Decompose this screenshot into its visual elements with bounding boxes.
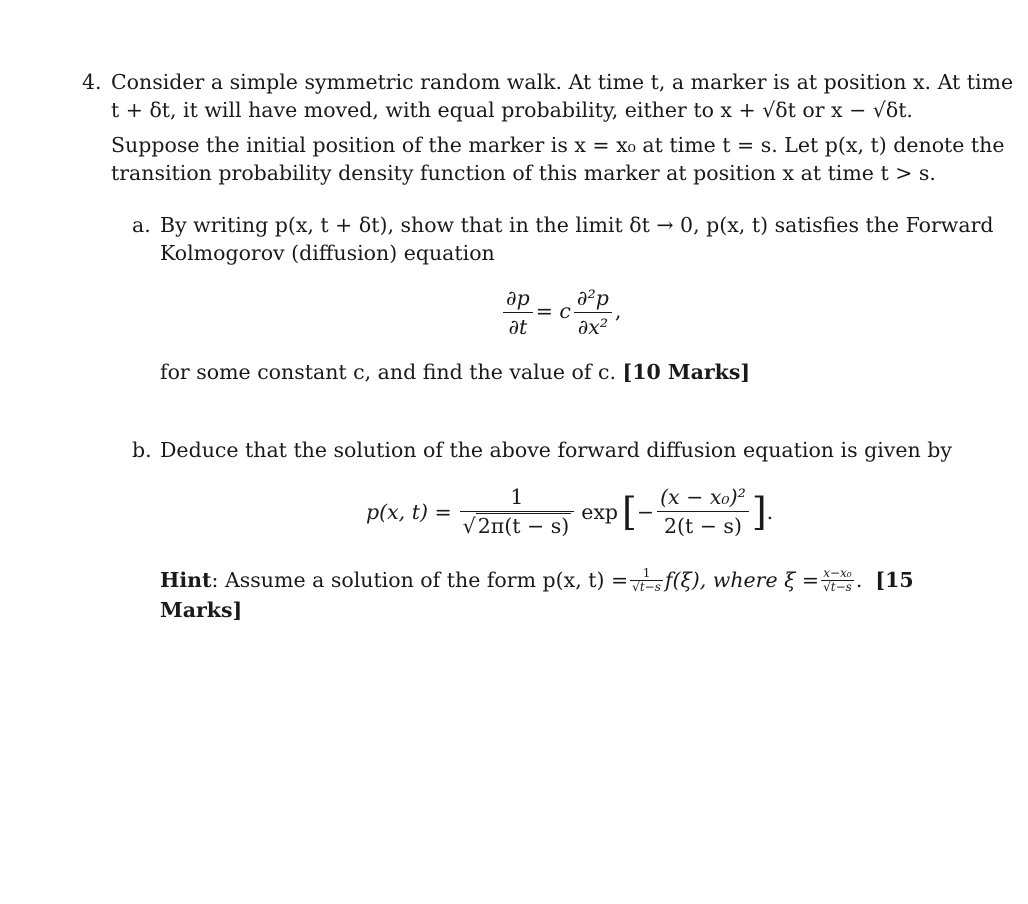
part-b-marks-open: [15 [875,568,914,592]
dp-dt-fraction [503,284,533,341]
solution-equation [366,483,773,540]
part-b-line-1: Deduce that the solution of the above forward diffusion equation is given by [160,438,952,462]
hint-text-1: : Assume a solution of the form p(x, t) = [211,568,629,592]
hint-line [160,566,914,594]
right-bracket: ] [751,489,767,534]
part-a-label: a. [132,213,151,237]
d2p-dx2-fraction [574,284,612,341]
para2-line-2: transition probability density function of this marker at position x at time t > s. [111,161,936,185]
dt-denominator: ∂t [508,315,528,339]
exponent-fraction [657,483,749,540]
d2p-numerator: ∂²p [574,284,612,313]
normalization-fraction [460,483,575,540]
part-a-line-1: By writing p(x, t + δt), show that in the limit δt → 0, p(x, t) satisfies the Forward [160,213,994,237]
minus-sign: − [636,499,655,524]
part-a-line-2: Kolmogorov (diffusion) equation [160,241,495,265]
exponent-numerator: (x − x₀)² [657,483,749,512]
part-b-marks-close-line [160,596,242,624]
part-b-marks-close: Marks] [160,598,243,622]
xi-fraction [821,567,854,594]
para2-line-1: Suppose the initial position of the marker is x = x₀ at time t = s. Let p(x, t) denote the [111,133,1005,157]
normalization-numerator: 1 [460,483,575,512]
hint-text-2: f(ξ), where ξ = [664,568,820,592]
question-number: 4. [82,70,102,94]
exponent-denominator: 2(t − s) [663,514,742,538]
intro-line-2: t + δt, it will have moved, with equal probability, either to x + √δt or x − √δt. [111,98,913,122]
part-a-after-text: for some constant c, and find the value of c. [160,360,616,384]
equals-c: = c [535,299,571,323]
xi-radicand: t−s [830,579,852,594]
hint-fraction-numerator: 1 [630,567,663,581]
xi-denominator: √t−s [823,579,852,594]
sqrt-sign: √ [462,514,476,538]
hint-period: . [855,568,876,592]
intro-line-1 [111,68,1014,96]
dp-numerator: ∂p [503,284,533,313]
part-a-marks: [10 Marks] [622,360,751,384]
equation-comma: , [614,299,622,323]
equation-period: . [766,499,774,524]
xi-numerator: x−x₀ [821,567,854,581]
sqrt-radicand: 2π(t − s) [477,514,570,538]
solution-lhs: p(x, t) = [366,499,452,524]
part-a-after [160,358,750,386]
hint-fraction-denominator: √t−s [632,579,661,594]
exp-function: exp [581,499,619,524]
normalization-denominator [460,512,575,540]
hint-fraction [630,567,663,594]
hint-label: Hint [160,568,212,592]
intro-text-1: Consider a simple symmetric random walk. At time t, a marker is at position x. At time [111,70,1014,94]
part-b-label: b. [132,438,152,462]
dx2-denominator: ∂x² [577,315,609,339]
left-bracket: [ [622,489,637,534]
hint-fraction-radicand: t−s [639,579,661,594]
diffusion-equation [500,284,621,341]
